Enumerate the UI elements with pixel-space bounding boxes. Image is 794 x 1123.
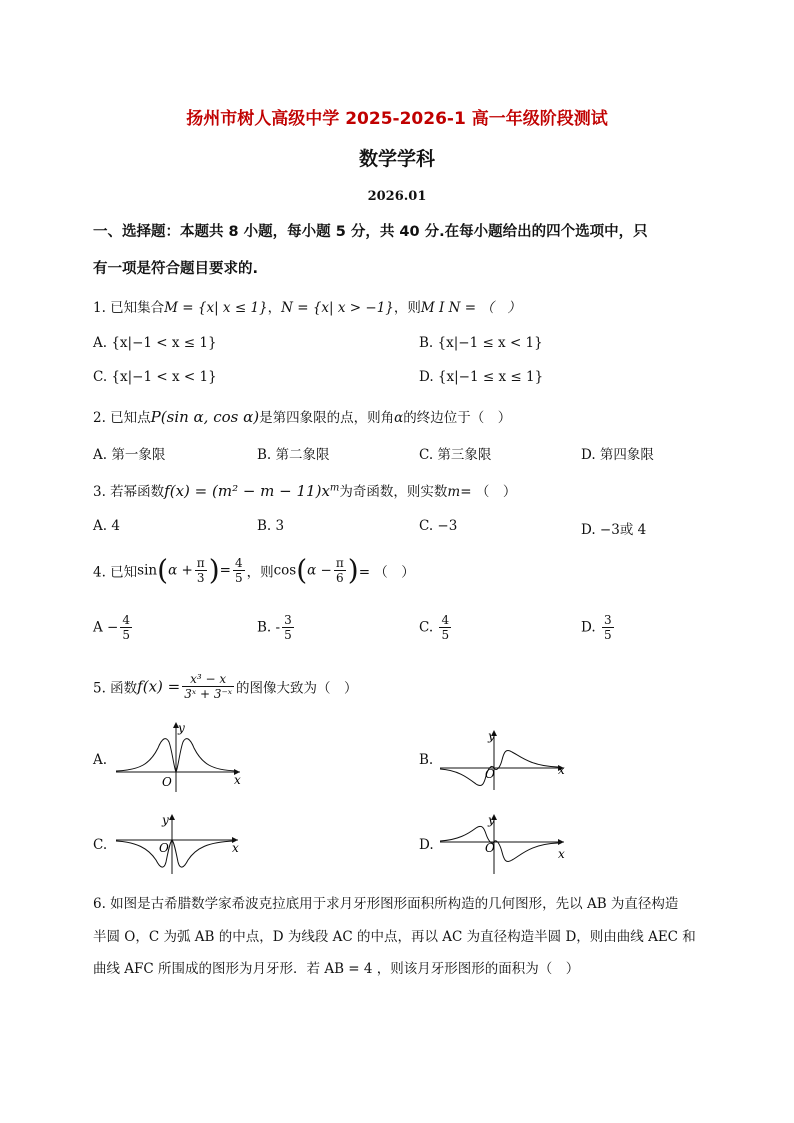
exam-title: 扬州市树人高级中学 2025-2026-1 高一年级阶段测试 (186, 109, 608, 129)
q4-a-den: 5 (122, 628, 130, 642)
q1-option-a: A. {x|−1 < x ≤ 1} (93, 335, 217, 351)
q4-option-b (257, 613, 296, 642)
q2-mid: 是第四象限的点，则角 (259, 410, 395, 426)
question-4: 4. 已知sin(α + $\frac{\pi}{3}$ )= $\frac{4}{5}$ ，则cos(α − $\frac{\pi}{6}$ )= （ ） (93, 553, 415, 587)
exam-date: 2026.01 (367, 189, 427, 204)
q2-point: P(sin α, cos α) (150, 408, 260, 426)
q4-a-label: A (93, 619, 103, 636)
q4-d-den: 5 (603, 628, 612, 642)
q5-c-axis-y: y (162, 813, 169, 827)
q3-function: f(x) = (m² − m − 11)x (164, 482, 330, 500)
q4-pi-1: π (196, 556, 205, 570)
q5-suffix: 的图像大致为（ ） (236, 680, 358, 697)
q5-numerator: x³ − x (182, 672, 234, 687)
q2-option-c: C. 第三象限 (419, 447, 492, 463)
q5-d-axis-x: x (558, 847, 565, 861)
q3-suffix: = （ ） (460, 484, 517, 500)
q3-option-a: A. 4 (93, 518, 120, 534)
q3-option-d: D. −3或 4 (581, 522, 647, 538)
q1-option-d: D. {x|−1 ≤ x ≤ 1} (419, 369, 544, 385)
q5-a-origin: O (162, 775, 172, 789)
q6-line1: 6. 如图是古希腊数学家希波克拉底用于求月牙形图形面积所构造的几何图形，先以 AB 为直径构造 (93, 896, 679, 912)
question-5 (93, 672, 358, 701)
q5-denominator: 3ˣ + 3⁻ˣ (184, 687, 233, 701)
q4-b-sign: - (275, 619, 281, 636)
q5-a-axis-x: x (234, 773, 241, 787)
q3-exponent: m (329, 482, 340, 494)
q5-graph-b (438, 728, 570, 794)
q1-set-m: M = {x| x ≤ 1} (164, 300, 268, 316)
q5-function: f(x) = (137, 677, 181, 696)
q2-alpha: α (394, 410, 404, 426)
q3-option-b: B. 3 (257, 518, 285, 534)
q5-graph-c (112, 812, 244, 878)
q3-prefix: 3. 若幂函数 (93, 484, 165, 500)
q4-option-a (93, 613, 134, 642)
q4-b-den: 5 (284, 628, 292, 642)
q2-suffix: 的终边位于（ ） (403, 410, 512, 426)
q6-line2: 半圆 O，C 为弧 AB 的中点，D 为线段 AC 的中点，再以 AC 为直径构造半圆 D，则由曲线 AEC 和 (93, 929, 696, 945)
q4-sin: sin (137, 562, 158, 579)
q6-line3: 曲线 AFC 所围成的图形为月牙形．若 AB = 4 ，则该月牙形图形的面积为（ ） (93, 961, 580, 977)
q4-option-c (419, 613, 453, 642)
q3-variable: m (447, 484, 461, 500)
q1-prefix: 1. 已知集合 (93, 300, 165, 316)
q4-six: 6 (336, 571, 344, 585)
q4-c-label: C. (419, 619, 434, 636)
q4-c-den: 5 (441, 628, 450, 642)
section-heading-line1: 一、选择题：本题共 8 小题，每小题 5 分，共 40 分.在每小题给出的四个选项中，只 (93, 224, 648, 240)
q5-d-origin: O (485, 841, 495, 855)
q1-expression: M I N = （ ） (420, 300, 521, 316)
question-2 (93, 406, 511, 426)
q2-option-d: D. 第四象限 (581, 447, 654, 463)
q2-option-a: A. 第一象限 (93, 447, 166, 463)
q4-d-num: 3 (603, 613, 612, 627)
q4-pi-2: π (335, 556, 344, 570)
q2-prefix: 2. 已知点 (93, 410, 151, 426)
q1-option-b: B. {x|−1 ≤ x < 1} (419, 335, 543, 351)
q5-graph-a (112, 718, 244, 794)
section-heading-line2: 有一项是符合题目要求的. (93, 261, 259, 277)
q4-four: 4 (234, 556, 243, 570)
q5-option-b-label: B. (419, 752, 434, 768)
question-3 (93, 480, 516, 500)
question-1 (93, 296, 521, 316)
q1-separator: ， (267, 300, 282, 316)
q4-three: 3 (196, 571, 205, 585)
q5-option-c-label: C. (93, 837, 108, 853)
q4-a-num: 4 (122, 613, 130, 627)
q4-cos-arg: α − (307, 562, 332, 579)
q4-mid: ，则 (246, 564, 274, 581)
subject-heading: 数学学科 (358, 148, 435, 170)
q1-option-c: C. {x|−1 < x < 1} (93, 369, 217, 385)
q5-b-axis-y: y (488, 729, 495, 743)
q5-graph-d (438, 812, 570, 878)
q5-a-axis-y: y (178, 721, 185, 735)
q5-option-d-label: D. (419, 837, 434, 853)
q4-b-num: 3 (284, 613, 292, 627)
q4-suffix: = （ ） (358, 564, 415, 581)
q5-d-axis-y: y (488, 813, 495, 827)
q4-equals: = (219, 562, 231, 579)
q1-set-n: N = {x| x > −1} (281, 300, 394, 316)
q5-c-axis-x: x (232, 841, 239, 855)
q5-option-a-label: A. (93, 752, 108, 768)
q4-b-label: B. (257, 619, 272, 636)
q4-prefix: 4. 已知 (93, 564, 138, 581)
q5-c-origin: O (159, 841, 169, 855)
q5-b-axis-x: x (558, 763, 565, 777)
q4-five: 5 (234, 571, 243, 585)
q4-a-sign: − (107, 619, 119, 636)
q1-mid: ，则 (393, 300, 421, 316)
q4-d-label: D. (581, 619, 596, 636)
q5-b-origin: O (485, 767, 495, 781)
q4-sin-arg: α + (168, 562, 193, 579)
q5-prefix: 5. 函数 (93, 680, 138, 697)
q4-cos: cos (273, 562, 297, 579)
q2-option-b: B. 第二象限 (257, 447, 330, 463)
q4-c-num: 4 (441, 613, 450, 627)
q4-option-d (581, 613, 616, 642)
q3-option-c: C. −3 (419, 518, 458, 534)
q3-mid: 为奇函数，则实数 (339, 484, 448, 500)
